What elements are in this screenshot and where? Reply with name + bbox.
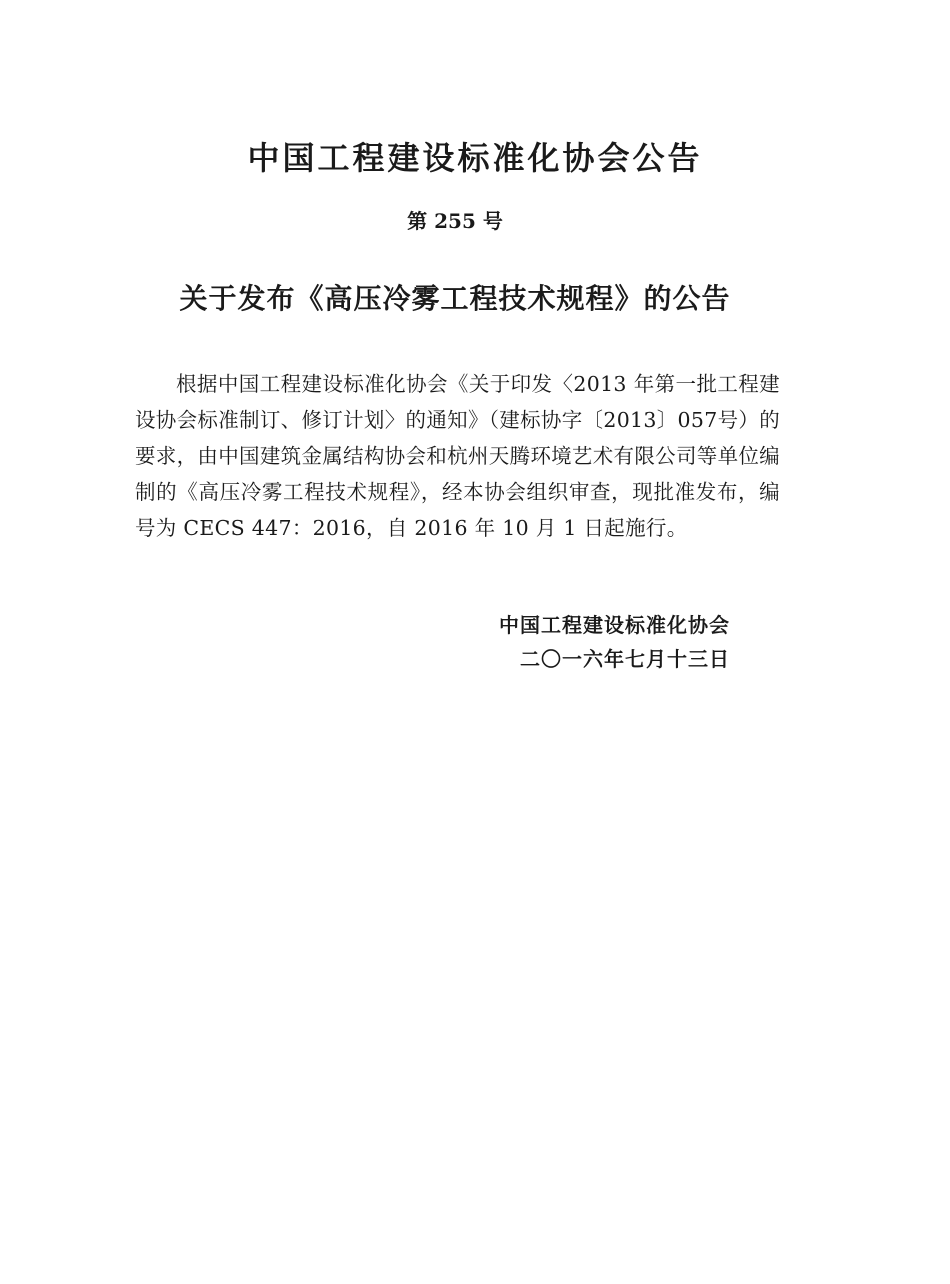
signature-block <box>440 608 730 676</box>
signature-org: 中国工程建设标准化协会 <box>499 613 730 637</box>
notice-body: 根据中国工程建设标准化协会《关于印发〈2013 年第一批工程建设协会标准制订、修订计划〉的通知》（建标协字〔2013〕057号）的要求，由中国建筑金属结构协会和杭州天腾环境艺术有限公司等单位编制的《高压冷雾工程技术规程》，经本协会组织审查，现批准发布，编号为 CECS 447：2016，自 2016 年 10 月 1 日起施行。 <box>135 372 780 540</box>
issue-number: 第 255 号 <box>407 209 503 233</box>
org-title: 中国工程建设标准化协会公告 <box>247 139 703 177</box>
notice-title: 关于发布《高压冷雾工程技术规程》的公告 <box>179 282 731 315</box>
signature-date: 二〇一六年七月十三日 <box>520 647 730 671</box>
